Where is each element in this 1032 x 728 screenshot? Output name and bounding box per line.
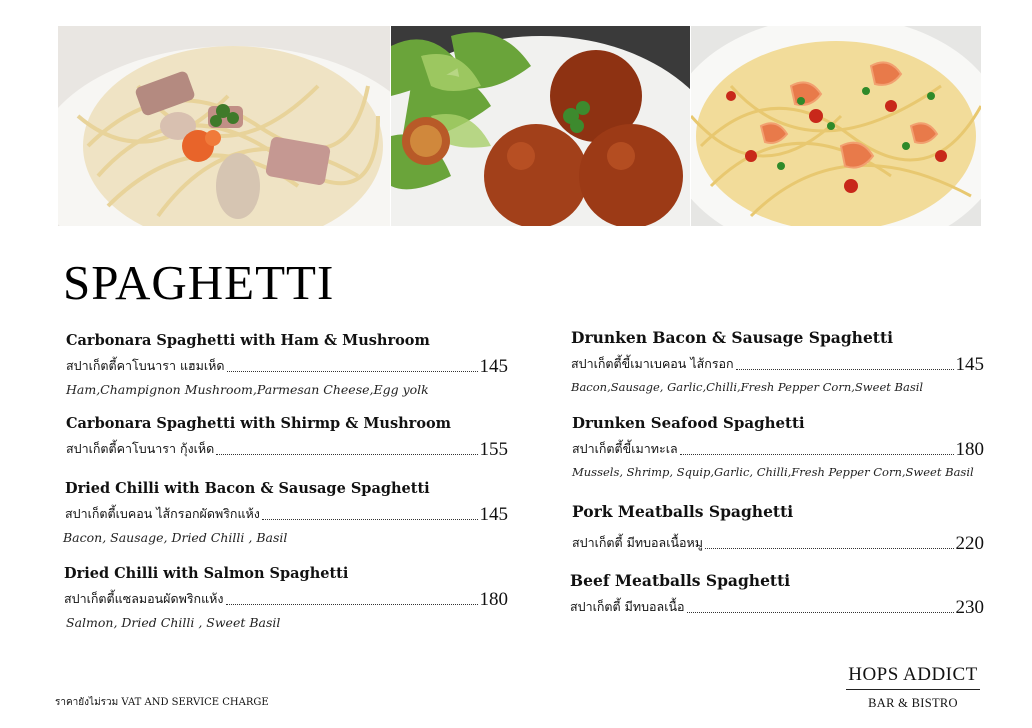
brand-name: HOPS ADDICT [846, 664, 980, 690]
vat-note: ราคายังไม่รวม VAT AND SERVICE CHARGE [55, 697, 269, 708]
menu-item-price: 145 [479, 356, 508, 377]
seafood-spaghetti-photo [691, 26, 981, 226]
menu-item [64, 565, 508, 630]
menu-item-thai: สปาเก็ตตี้ มีทบอลเนื้อหมู [572, 535, 704, 550]
meatballs-photo [391, 26, 690, 226]
menu-item-name: Drunken Seafood Spaghetti [572, 414, 805, 432]
menu-item-description: Mussels, Shrimp, Squip,Garlic, Chilli,Fresh Pepper Corn,Sweet Basil [572, 465, 974, 479]
menu-item-price: 220 [955, 533, 984, 554]
menu-item-description: Bacon,Sausage, Garlic,Chilli,Fresh Pepper Corn,Sweet Basil [571, 380, 924, 394]
menu-item [572, 502, 984, 553]
menu-item-thai: สปาเก็ตตี้คาโบนารา แฮมเห็ด [66, 358, 225, 373]
menu-item-name: Beef Meatballs Spaghetti [570, 571, 791, 590]
menu-item [66, 415, 508, 459]
brand-subtitle: BAR & BISTRO [868, 696, 958, 710]
menu-item-price: 145 [955, 354, 984, 375]
menu-item-thai: สปาเก็ตตี้ขี้เมาทะเล [572, 441, 678, 456]
menu-item-price: 145 [479, 504, 508, 525]
menu-item-description: Salmon, Dried Chilli , Sweet Basil [66, 615, 281, 630]
menu-item [570, 571, 984, 617]
menu-item-name: Dried Chilli with Bacon & Sausage Spaghetti [65, 480, 430, 497]
menu-item-description: Bacon, Sausage, Dried Chilli , Basil [63, 530, 288, 545]
menu-item [571, 328, 984, 394]
leader-dots [227, 371, 478, 372]
page-title: SPAGHETTI [63, 255, 335, 310]
carbonara-photo [58, 26, 390, 226]
leader-dots [262, 519, 478, 520]
menu-item [65, 480, 508, 545]
menu-item-price: 180 [955, 439, 984, 460]
leader-dots [736, 369, 954, 370]
menu-item-name: Carbonara Spaghetti with Shirmp & Mushroom [66, 415, 452, 432]
brand-logo [846, 664, 980, 711]
menu-item-name: Drunken Bacon & Sausage Spaghetti [571, 328, 894, 347]
menu-item-name: Dried Chilli with Salmon Spaghetti [64, 565, 349, 582]
menu-item-thai: สปาเก็ตตี้แซลมอนผัดพริกแห้ง [64, 591, 224, 606]
menu-item-name: Carbonara Spaghetti with Ham & Mushroom [66, 332, 430, 349]
menu-item-description: Ham,Champignon Mushroom,Parmesan Cheese,Egg yolk [66, 382, 429, 397]
menu-item-thai: สปาเก็ตตี้คาโบนารา กุ้งเห็ด [66, 441, 215, 456]
leader-dots [680, 454, 954, 455]
menu-item-thai: สปาเก็ตตี้ขี้เมาเบคอน ไส้กรอก [571, 356, 734, 371]
leader-dots [226, 604, 478, 605]
leader-dots [687, 612, 954, 613]
menu-item [66, 332, 508, 397]
menu-item-price: 230 [955, 597, 984, 618]
menu-item-price: 155 [479, 439, 508, 460]
leader-dots [216, 454, 477, 455]
leader-dots [705, 548, 953, 549]
menu-item-name: Pork Meatballs Spaghetti [572, 502, 794, 521]
menu-item-thai: สปาเก็ตตี้เบคอน ไส้กรอกผัดพริกแห้ง [65, 506, 260, 521]
menu-item-price: 180 [479, 589, 508, 610]
menu-item [572, 414, 984, 479]
menu-item-thai: สปาเก็ตตี้ มีทบอลเนื้อ [570, 599, 685, 614]
